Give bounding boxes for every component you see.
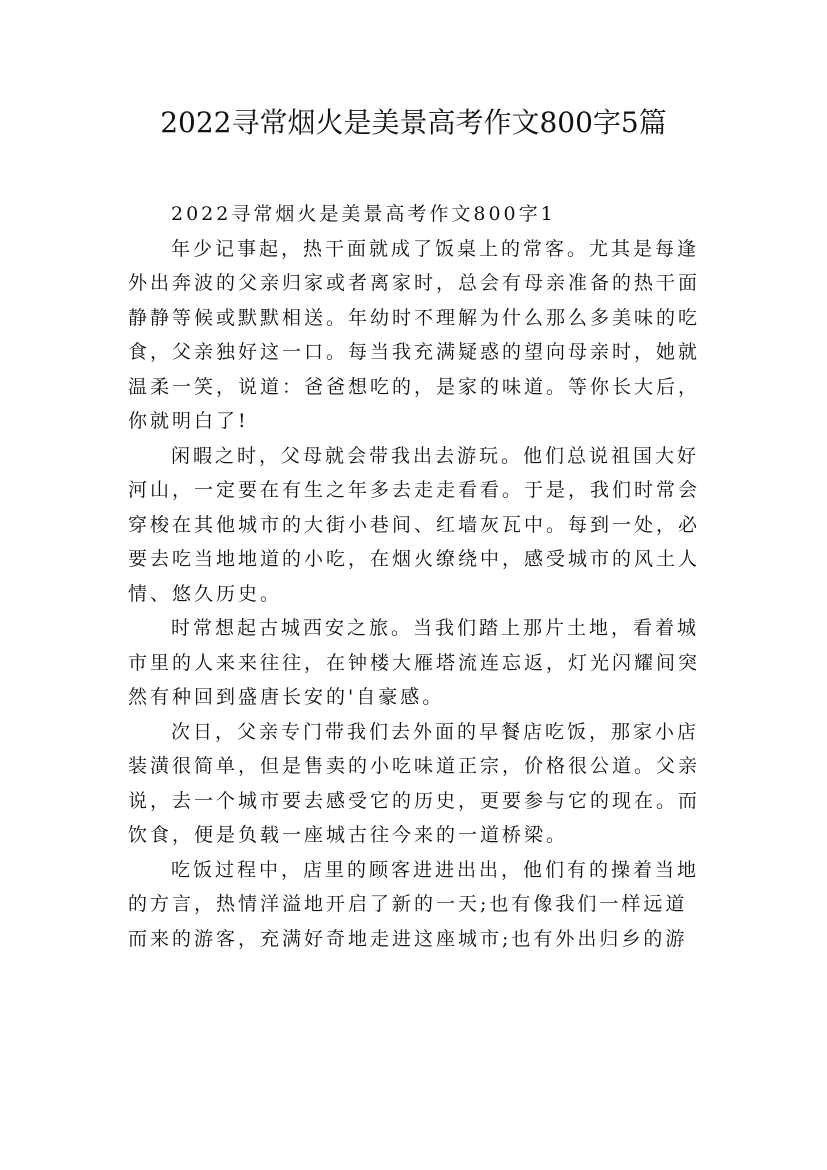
text-line: 要去吃当地地道的小吃，在烟火缭绕中，感受城市的风土人 [128,548,701,570]
document-title: 2022寻常烟火是美景高考作文800字5篇 [160,106,667,139]
text-line: 闲暇之时，父母就会带我出去游玩。他们总说祖国大好 [171,444,700,467]
text-line: 而来的游客，充满好奇地走进这座城市;也有外出归乡的游 [128,927,688,950]
text-line: 的方言，热情洋溢地开启了新的一天;也有像我们一样远道 [128,893,688,915]
paragraph-6 [128,853,718,957]
text-line: 你就明白了! [128,410,249,432]
text-line: 吃饭过程中，店里的顾客进进出出，他们有的操着当地 [171,858,700,881]
paragraph-5 [128,715,718,853]
text-line: 年少记事起，热干面就成了饭桌上的常客。尤其是每逢 [171,237,700,260]
text-line: 2022寻常烟火是美景高考作文800字1 [171,203,556,225]
text-line: 装潢很简单，但是售卖的小吃味道正宗，价格很公道。父亲 [128,755,701,777]
text-line: 市里的人来来往往，在钟楼大雁塔流连忘返，灯光闪耀间突 [128,651,701,674]
text-line: 次日，父亲专门带我们去外面的早餐店吃饭，那家小店 [171,720,700,743]
paragraph-3 [128,439,718,612]
text-line: 静静等候或默默相送。年幼时不理解为什么那么多美味的吃 [128,306,701,329]
text-line: 饮食，便是负载一座城古往今来的一道桥梁。 [128,824,569,846]
text-line: 时常想起古城西安之旅。当我们踏上那片土地，看着城 [171,617,700,639]
text-line: 然有种回到盛唐长安的'自豪感。 [128,686,445,708]
text-line: 情、悠久历史。 [128,582,283,605]
paragraph-2 [128,232,718,439]
text-line: 温柔一笑，说道：爸爸想吃的，是家的味道。等你长大后， [128,375,701,398]
paragraph-1 [128,197,718,232]
text-line: 说，去一个城市要去感受它的历史，更要参与它的现在。而 [128,789,701,812]
document-body [128,197,718,956]
text-line: 食，父亲独好这一口。每当我充满疑惑的望向母亲时，她就 [128,341,701,363]
text-line: 外出奔波的父亲归家或者离家时，总会有母亲准备的热干面 [128,272,701,294]
text-line: 穿梭在其他城市的大街小巷间、红墙灰瓦中。每到一处，必 [128,513,701,536]
paragraph-4 [128,611,718,715]
text-line: 河山，一定要在有生之年多去走走看看。于是，我们时常会 [128,479,701,501]
